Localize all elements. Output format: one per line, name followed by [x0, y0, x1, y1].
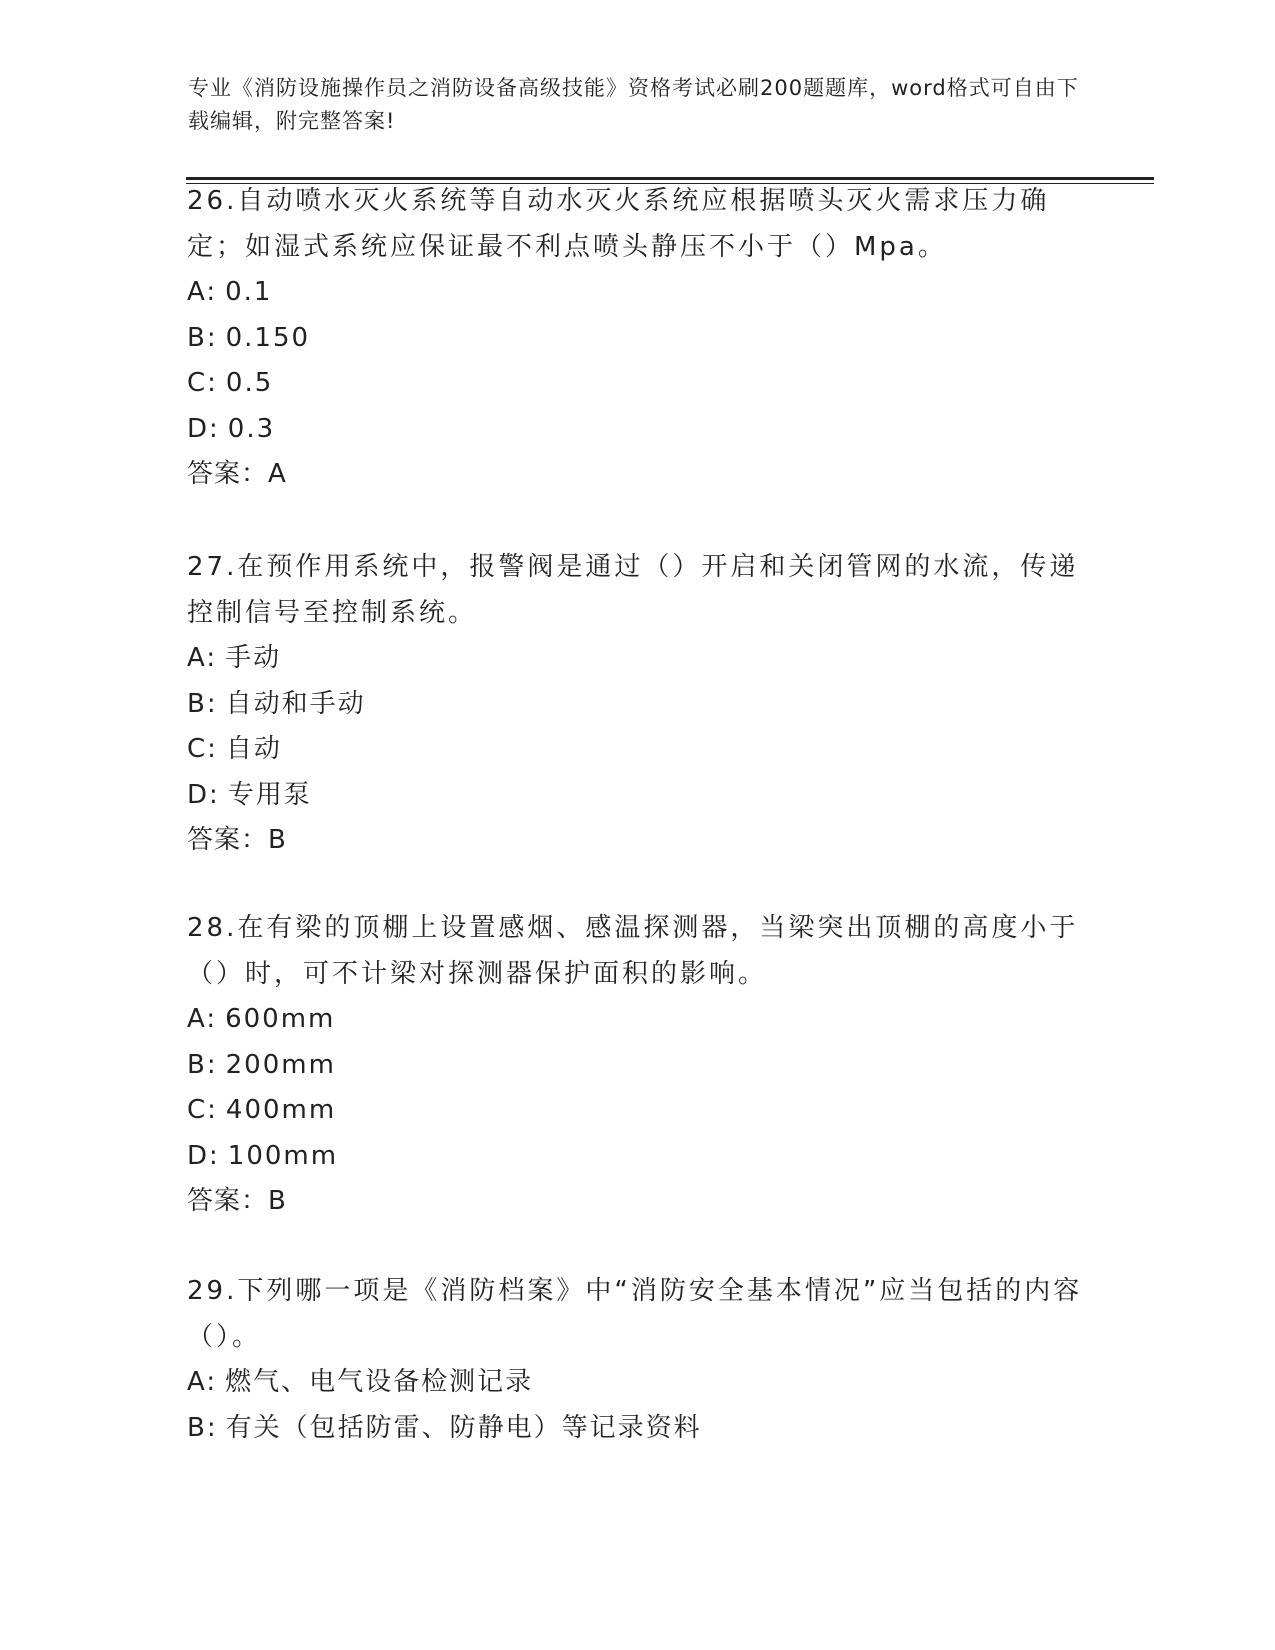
question-28 [187, 905, 1087, 1225]
option-key: C: [187, 1095, 218, 1125]
option-key: A: [187, 1004, 218, 1034]
question-stem: 27.在预作用系统中，报警阀是通过（）开启和关闭管网的水流，传递控制信号至控制系统。 [187, 552, 1079, 628]
option-d [187, 1134, 1087, 1180]
option-key: B: [187, 322, 218, 353]
option-text: 100mm [227, 1140, 339, 1171]
question-27 [187, 544, 1087, 864]
question-stem: 28.在有梁的顶棚上设置感烟、感温探测器，当梁突出顶棚的高度小于（）时，可不计梁对探测器保护面积的影响。 [187, 913, 1079, 989]
option-b [187, 1043, 1087, 1089]
option-text: 400mm [225, 1095, 337, 1125]
option-text: 0.3 [227, 413, 276, 444]
option-key: A: [187, 1367, 218, 1397]
question-stem: 26.自动喷水灭火系统等自动水灭火系统应根据喷头灭火需求压力确定；如湿式系统应保证最不利点喷头静压不小于（）Mpa。 [187, 186, 1050, 262]
answer-label: 答案：A [187, 459, 287, 489]
option-text: 燃气、电气设备检测记录 [225, 1367, 534, 1397]
option-key: D: [187, 413, 220, 444]
question-stem: 29.下列哪一项是《消防档案》中“消防安全基本情况”应当包括的内容（）。 [187, 1276, 1083, 1352]
option-text: 手动 [225, 643, 282, 673]
option-c [187, 727, 1087, 773]
option-key: A: [187, 277, 218, 307]
option-key: B: [187, 1049, 218, 1080]
option-key: C: [187, 734, 218, 764]
option-key: A: [187, 643, 218, 673]
document-header: 专业《消防设施操作员之消防设备高级技能》资格考试必刷200题题库，word格式可自由下载编辑，附完整答案! [188, 76, 1079, 133]
answer-label: 答案：B [187, 825, 287, 855]
option-c [187, 361, 1087, 407]
option-key: B: [187, 688, 218, 719]
question-29 [187, 1268, 1087, 1451]
option-text: 200mm [225, 1049, 336, 1080]
question-26 [187, 178, 1087, 498]
option-key: B: [187, 1412, 218, 1443]
option-a [187, 997, 1087, 1043]
option-text: 0.150 [225, 322, 311, 353]
option-d [187, 407, 1087, 453]
option-b [187, 316, 1087, 362]
option-text: 专用泵 [227, 779, 312, 810]
option-text: 600mm [225, 1004, 336, 1034]
option-a [187, 1360, 1087, 1406]
option-c [187, 1088, 1087, 1134]
option-text: 自动和手动 [225, 688, 366, 719]
option-a [187, 270, 1087, 316]
option-b [187, 1406, 1087, 1452]
option-text: 0.1 [225, 277, 273, 307]
option-key: D: [187, 1140, 220, 1171]
option-d [187, 773, 1087, 819]
answer-label: 答案：B [187, 1186, 287, 1216]
option-a [187, 636, 1087, 682]
option-text: 自动 [225, 734, 282, 764]
option-text: 0.5 [225, 368, 274, 398]
option-text: 有关（包括防雷、防静电）等记录资料 [225, 1412, 702, 1443]
option-b [187, 682, 1087, 728]
option-key: D: [187, 779, 220, 810]
option-key: C: [187, 368, 218, 398]
